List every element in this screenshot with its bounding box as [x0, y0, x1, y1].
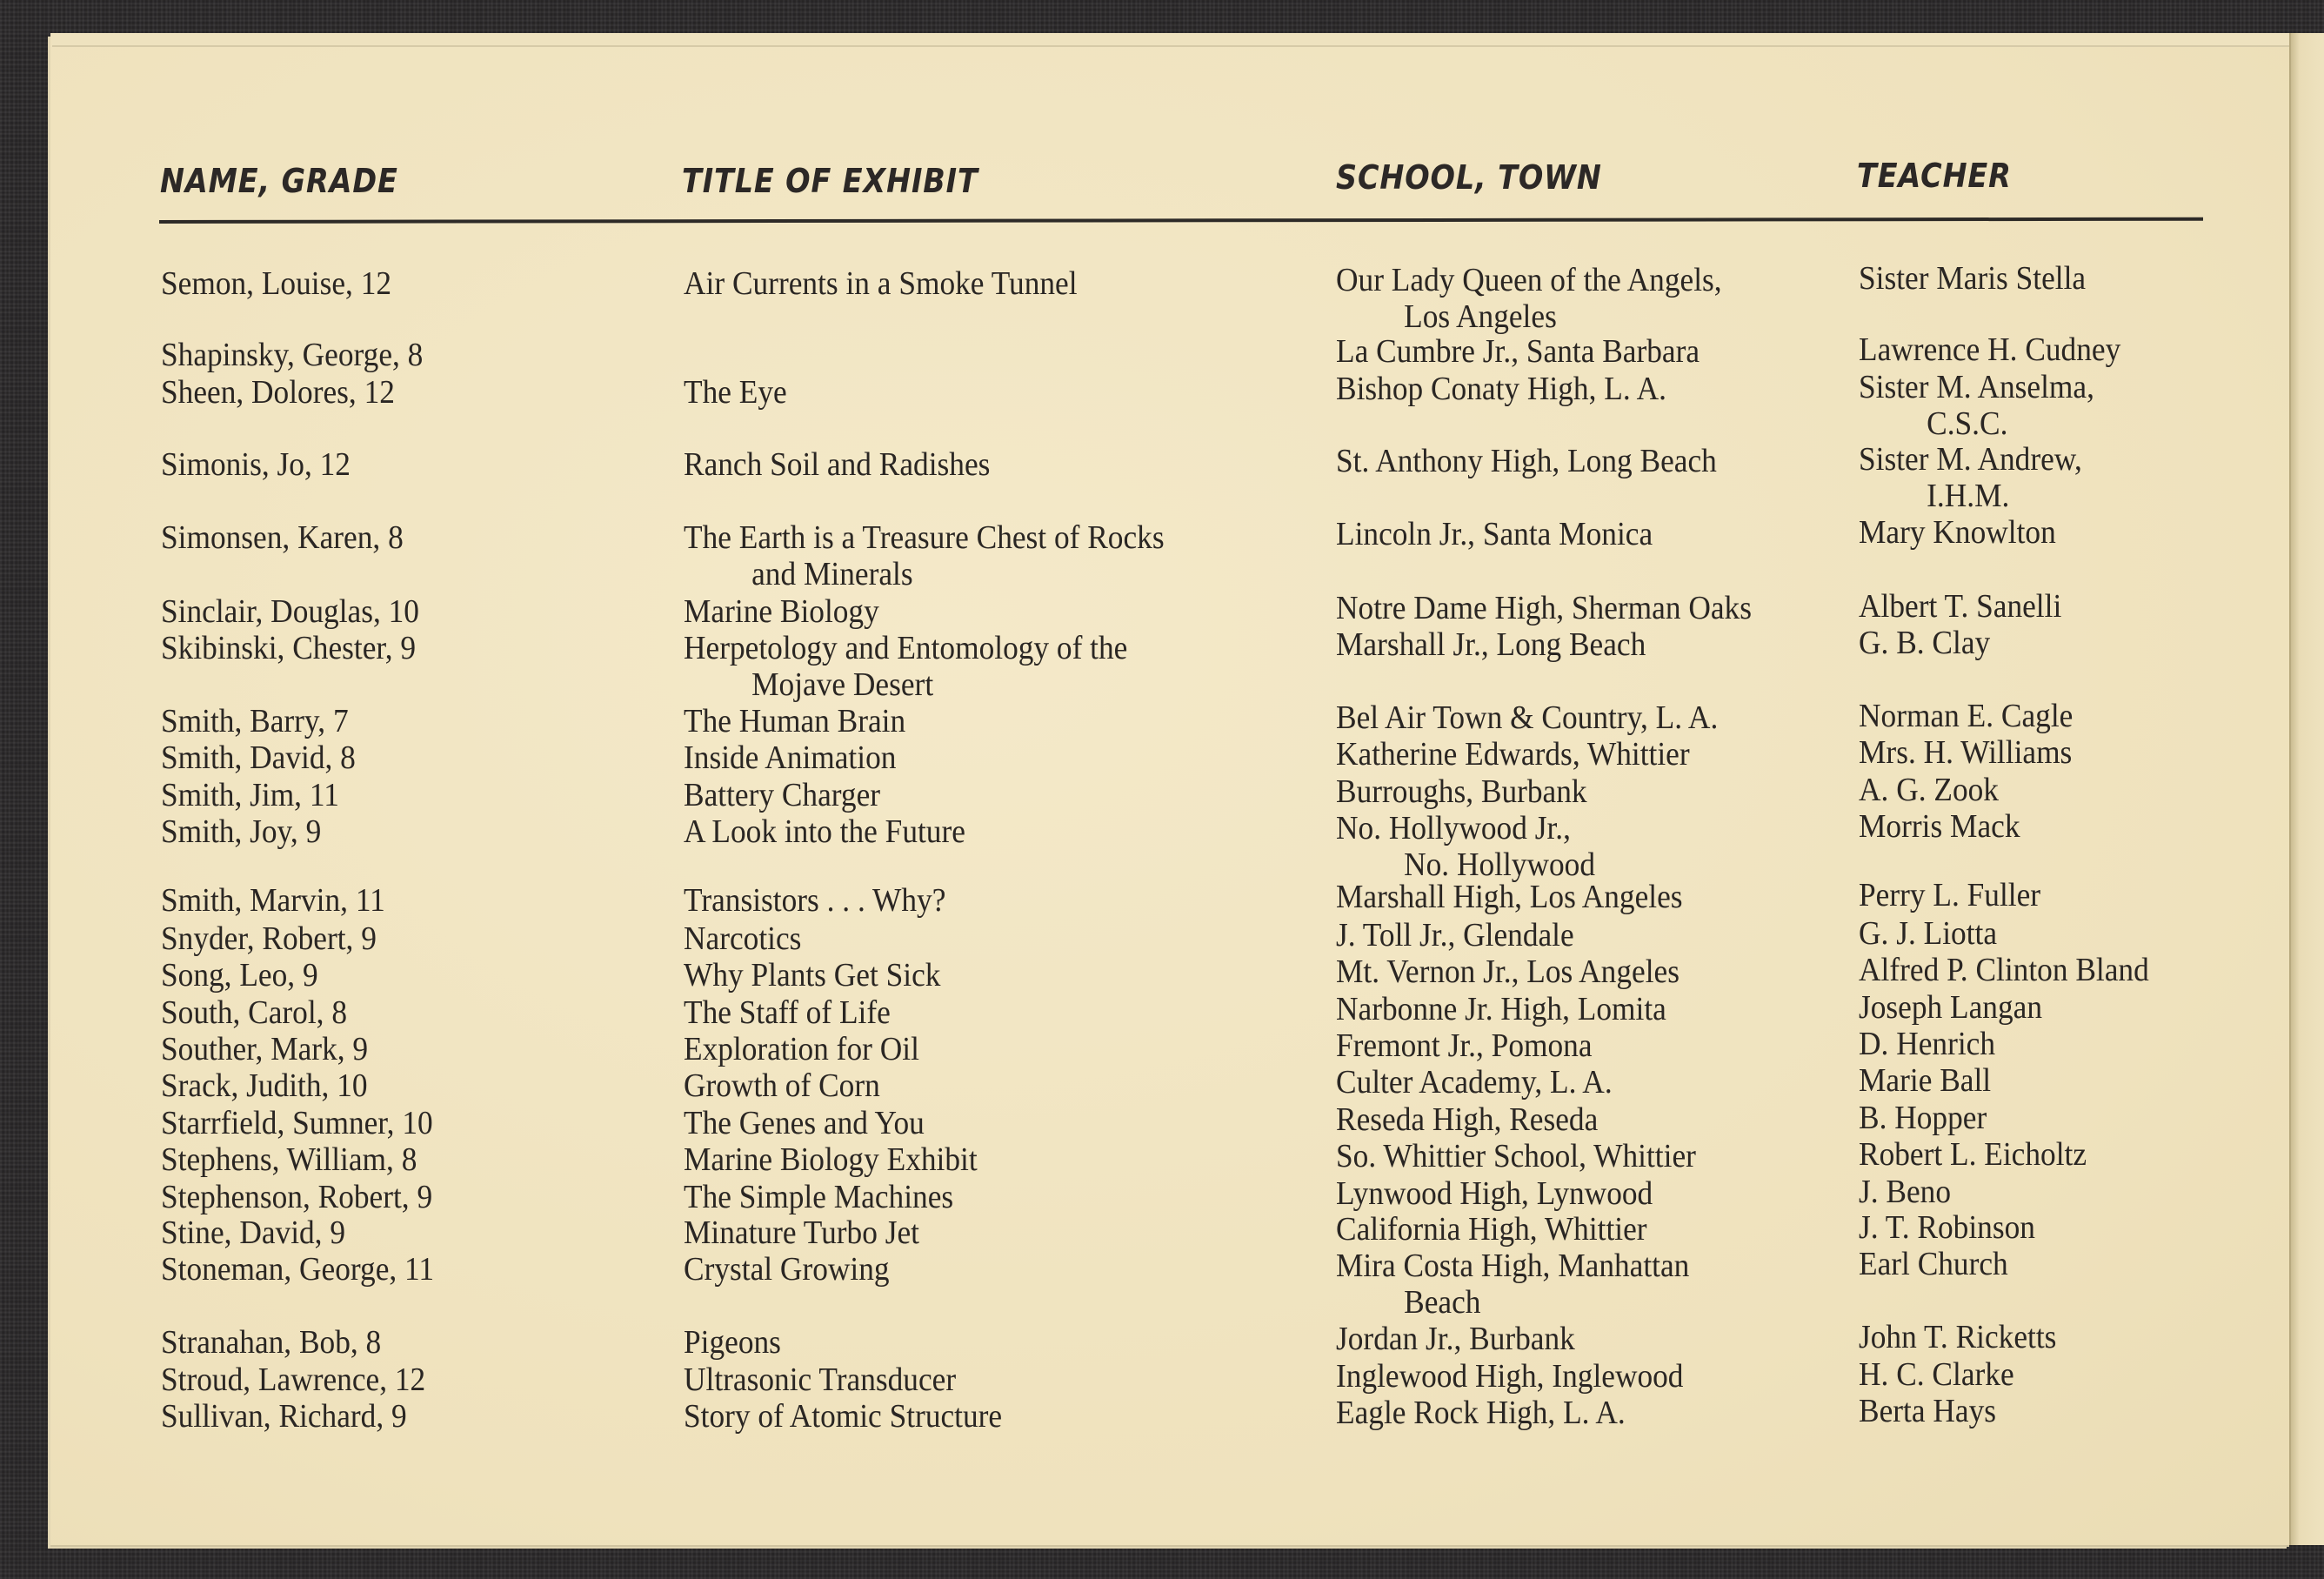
school-town-cell-text: J. Toll Jr., Glendale — [1336, 917, 1574, 953]
school-town-cell-text: Notre Dame High, Sherman Oaks — [1336, 590, 1752, 626]
school-town-cell — [1336, 626, 1646, 663]
exhibit-title-cell-text: Inside Animation — [684, 739, 897, 776]
teacher-cell — [1859, 772, 1999, 808]
exhibit-title-cell-text: Minature Turbo Jet — [684, 1214, 919, 1251]
school-town-cell-text: No. Hollywood Jr., — [1336, 810, 1571, 846]
exhibit-title-cell-text: Growth of Corn — [684, 1067, 880, 1104]
name-grade-cell — [161, 703, 349, 739]
adjacent-page-edge — [2289, 33, 2324, 1545]
teacher-cell-text: John T. Ricketts — [1859, 1319, 2057, 1355]
exhibit-title-cell-text: Marine Biology — [684, 593, 879, 630]
name-grade-cell-text: South, Carol, 8 — [161, 994, 348, 1031]
exhibit-title-cell-text: Battery Charger — [684, 777, 881, 813]
name-grade-cell-text: Smith, Joy, 9 — [161, 813, 322, 850]
teacher-cell — [1859, 441, 2082, 514]
name-grade-cell — [161, 265, 391, 302]
school-town-cell — [1336, 1027, 1593, 1064]
teacher-cell — [1859, 588, 2061, 625]
exhibit-title-cell — [684, 1067, 880, 1104]
exhibit-title-cell-text: Air Currents in a Smoke Tunnel — [684, 265, 1078, 302]
teacher-cell-text: Morris Mack — [1859, 808, 2020, 845]
exhibit-title-cell-text: Ranch Soil and Radishes — [684, 446, 991, 483]
name-grade-cell — [161, 630, 416, 666]
name-grade-cell-text: Stephenson, Robert, 9 — [161, 1179, 433, 1215]
exhibit-title-cell-text: The Earth is a Treasure Chest of Rocks — [684, 519, 1165, 556]
name-grade-cell — [161, 446, 351, 483]
name-grade-cell — [161, 1179, 432, 1215]
name-grade-cell — [161, 882, 385, 919]
school-town-cell-text: Our Lady Queen of the Angels, — [1336, 262, 1722, 298]
school-town-cell — [1336, 736, 1690, 773]
name-grade-cell-text: Sinclair, Douglas, 10 — [161, 593, 419, 630]
school-town-cell — [1336, 443, 1717, 479]
name-grade-cell-text: Stroud, Lawrence, 12 — [161, 1362, 426, 1398]
exhibit-title-cell-text: The Simple Machines — [684, 1179, 954, 1215]
teacher-cell-text: Sister Maris Stella — [1859, 260, 2087, 297]
teacher-cell — [1859, 1026, 1995, 1062]
name-grade-cell-text: Semon, Louise, 12 — [161, 265, 392, 302]
teacher-cell-text: Norman E. Cagle — [1859, 698, 2074, 734]
school-town-cell-text: Lynwood High, Lynwood — [1336, 1175, 1653, 1212]
school-town-cell-continuation: Beach — [1404, 1284, 1481, 1321]
school-town-cell — [1336, 1358, 1683, 1395]
teacher-cell-text: Mary Knowlton — [1859, 514, 2056, 551]
school-town-cell-text: Lincoln Jr., Santa Monica — [1336, 516, 1653, 552]
school-town-cell — [1336, 1064, 1613, 1101]
exhibit-title-cell — [684, 1031, 919, 1067]
school-town-cell — [1336, 1395, 1626, 1431]
teacher-cell — [1859, 1356, 2014, 1393]
exhibit-title-cell — [684, 1214, 919, 1251]
teacher-cell-text: G. B. Clay — [1859, 625, 1991, 661]
name-grade-cell-text: Stoneman, George, 11 — [161, 1251, 435, 1288]
school-town-cell — [1336, 333, 1700, 370]
school-town-cell-text: Fremont Jr., Pomona — [1336, 1027, 1593, 1064]
teacher-cell — [1859, 625, 1990, 661]
name-grade-cell — [161, 374, 395, 411]
exhibit-title-cell-text: Pigeons — [684, 1324, 781, 1361]
name-grade-cell — [161, 1067, 368, 1104]
exhibit-title-cell — [684, 882, 945, 919]
exhibit-title-cell-continuation: Mojave Desert — [751, 666, 934, 703]
exhibit-title-cell — [684, 1398, 1002, 1435]
name-grade-cell-text: Simonis, Jo, 12 — [161, 446, 351, 483]
exhibit-title-cell — [684, 374, 787, 411]
school-town-cell-text: Marshall High, Los Angeles — [1336, 879, 1683, 915]
school-town-cell — [1336, 1211, 1647, 1248]
exhibit-title-cell-text: Story of Atomic Structure — [684, 1398, 1003, 1435]
exhibit-title-cell-text: Marine Biology Exhibit — [684, 1141, 978, 1178]
school-town-cell — [1336, 1138, 1696, 1174]
teacher-cell-text: Earl Church — [1859, 1246, 2008, 1282]
name-grade-cell-text: Snyder, Robert, 9 — [161, 920, 377, 957]
name-grade-cell-text: Smith, Jim, 11 — [161, 777, 339, 813]
teacher-cell-text: Sister M. Andrew, — [1859, 441, 2082, 478]
name-grade-cell — [161, 1031, 368, 1067]
teacher-cell — [1859, 877, 2040, 913]
school-town-cell-text: La Cumbre Jr., Santa Barbara — [1336, 333, 1700, 370]
name-grade-cell-text: Srack, Judith, 10 — [161, 1067, 368, 1104]
exhibit-title-cell — [684, 777, 880, 813]
teacher-cell-text: A. G. Zook — [1859, 772, 1999, 808]
teacher-cell-text: Albert T. Sanelli — [1859, 588, 2062, 625]
teacher-cell-text: Marie Ball — [1859, 1062, 1992, 1099]
school-town-cell — [1336, 1321, 1575, 1357]
name-grade-cell — [161, 1362, 425, 1398]
teacher-cell-text: J. T. Robinson — [1859, 1209, 2035, 1246]
teacher-cell-text: J. Beno — [1859, 1174, 1952, 1210]
name-grade-cell-text: Stephens, William, 8 — [161, 1141, 417, 1178]
school-town-cell-text: So. Whittier School, Whittier — [1336, 1138, 1696, 1174]
teacher-cell-text: Joseph Langan — [1859, 989, 2043, 1026]
exhibit-title-cell — [684, 1141, 978, 1178]
teacher-cell-text: G. J. Liotta — [1859, 915, 1998, 952]
teacher-cell — [1859, 734, 2072, 771]
exhibit-title-cell — [684, 519, 1165, 592]
name-grade-cell-text: Stine, David, 9 — [161, 1214, 346, 1251]
school-town-cell-text: Mt. Vernon Jr., Los Angeles — [1336, 953, 1680, 990]
school-town-cell — [1336, 516, 1653, 552]
school-town-cell-text: Marshall Jr., Long Beach — [1336, 626, 1646, 663]
school-town-cell — [1336, 590, 1752, 626]
name-grade-cell — [161, 994, 347, 1031]
school-town-cell — [1336, 1101, 1598, 1138]
exhibit-title-cell-text: The Staff of Life — [684, 994, 891, 1031]
exhibit-title-cell-text: Why Plants Get Sick — [684, 957, 941, 994]
exhibit-title-cell — [684, 446, 990, 483]
exhibit-title-cell — [684, 1179, 953, 1215]
school-town-cell — [1336, 810, 1595, 883]
name-grade-cell-text: Souther, Mark, 9 — [161, 1031, 369, 1067]
exhibit-title-cell-continuation: and Minerals — [751, 556, 913, 592]
school-town-cell-text: Inglewood High, Inglewood — [1336, 1358, 1684, 1395]
teacher-cell — [1859, 1319, 2056, 1355]
name-grade-cell-text: Song, Leo, 9 — [161, 957, 318, 994]
name-grade-cell — [161, 1141, 417, 1178]
name-grade-cell — [161, 920, 377, 957]
school-town-cell-text: Reseda High, Reseda — [1336, 1101, 1599, 1138]
teacher-cell-text: Berta Hays — [1859, 1393, 1996, 1429]
school-town-cell-text: Jordan Jr., Burbank — [1336, 1321, 1575, 1357]
name-grade-cell — [161, 1214, 345, 1251]
name-grade-cell-text: Smith, David, 8 — [161, 739, 356, 776]
school-town-cell — [1336, 1248, 1689, 1321]
school-town-cell-text: Mira Costa High, Manhattan — [1336, 1248, 1690, 1284]
teacher-cell — [1859, 1100, 1987, 1136]
name-grade-cell — [161, 813, 321, 850]
exhibit-title-cell — [684, 703, 905, 739]
exhibit-title-cell — [684, 1105, 925, 1141]
exhibit-title-cell-text: Ultrasonic Transducer — [684, 1362, 957, 1398]
exhibit-title-cell-text: Transistors . . . Why? — [684, 882, 946, 919]
teacher-cell-continuation: C.S.C. — [1927, 405, 2008, 442]
school-town-cell-text: Narbonne Jr. High, Lomita — [1336, 991, 1666, 1027]
teacher-cell-continuation: I.H.M. — [1927, 478, 2010, 514]
exhibit-title-cell-text: Herpetology and Entomology of the — [684, 630, 1128, 666]
name-grade-cell-text: Sullivan, Richard, 9 — [161, 1398, 407, 1435]
teacher-cell-text: D. Henrich — [1859, 1026, 1996, 1062]
school-town-cell-text: St. Anthony High, Long Beach — [1336, 443, 1717, 479]
school-town-cell-text: Eagle Rock High, L. A. — [1336, 1395, 1626, 1431]
teacher-cell — [1859, 1246, 2008, 1282]
exhibit-title-cell — [684, 630, 1127, 703]
name-grade-cell — [161, 777, 339, 813]
teacher-cell-text: Lawrence H. Cudney — [1859, 331, 2121, 368]
name-grade-cell-text: Smith, Barry, 7 — [161, 703, 349, 739]
teacher-cell — [1859, 698, 2073, 734]
teacher-cell — [1859, 808, 2020, 845]
name-grade-cell — [161, 1398, 407, 1435]
exhibit-title-cell — [684, 1362, 956, 1398]
school-town-cell-continuation: No. Hollywood — [1404, 846, 1596, 883]
teacher-cell-text: H. C. Clarke — [1859, 1356, 2014, 1393]
name-grade-cell — [161, 337, 423, 373]
name-grade-cell-text: Smith, Marvin, 11 — [161, 882, 385, 919]
exhibit-title-cell-text: The Genes and You — [684, 1105, 925, 1141]
page-top-edge — [52, 33, 2289, 47]
name-grade-cell — [161, 957, 318, 994]
exhibit-title-cell-text: Narcotics — [684, 920, 802, 957]
name-grade-cell — [161, 1251, 434, 1288]
name-grade-cell-text: Starrfield, Sumner, 10 — [161, 1105, 433, 1141]
exhibit-title-cell-text: A Look into the Future — [684, 813, 965, 850]
teacher-cell — [1859, 1136, 2087, 1173]
teacher-cell — [1859, 514, 2056, 551]
teacher-cell — [1859, 1174, 1951, 1210]
school-town-cell-text: California High, Whittier — [1336, 1211, 1647, 1248]
exhibit-title-cell-text: Exploration for Oil — [684, 1031, 919, 1067]
name-grade-cell-text: Simonsen, Karen, 8 — [161, 519, 404, 556]
teacher-cell — [1859, 1209, 2035, 1246]
teacher-cell-text: Alfred P. Clinton Bland — [1859, 952, 2149, 988]
teacher-cell — [1859, 1062, 1991, 1099]
name-grade-cell — [161, 519, 404, 556]
school-town-cell — [1336, 1175, 1653, 1212]
exhibit-title-cell — [684, 994, 891, 1031]
teacher-cell — [1859, 369, 2094, 442]
school-town-cell-text: Burroughs, Burbank — [1336, 773, 1587, 810]
school-town-cell-text: Culter Academy, L. A. — [1336, 1064, 1613, 1101]
school-town-cell — [1336, 953, 1680, 990]
exhibit-title-cell-text: The Eye — [684, 374, 787, 411]
school-town-cell — [1336, 371, 1666, 407]
header-school-town: SCHOOL, TOWN — [1336, 158, 1602, 197]
exhibit-title-cell — [684, 1251, 890, 1288]
exhibit-title-cell — [684, 920, 801, 957]
name-grade-cell — [161, 593, 419, 630]
header-teacher: TEACHER — [1857, 157, 2012, 195]
exhibit-title-cell — [684, 593, 879, 630]
name-grade-cell — [161, 1324, 381, 1361]
exhibit-title-cell — [684, 957, 940, 994]
teacher-cell — [1859, 331, 2120, 368]
name-grade-cell-text: Shapinsky, George, 8 — [161, 337, 424, 373]
exhibit-title-cell — [684, 1324, 781, 1361]
exhibit-title-cell-text: The Human Brain — [684, 703, 906, 739]
school-town-cell-text: Bel Air Town & Country, L. A. — [1336, 699, 1719, 736]
school-town-cell — [1336, 991, 1666, 1027]
exhibit-title-cell — [684, 813, 965, 850]
name-grade-cell-text: Stranahan, Bob, 8 — [161, 1324, 382, 1361]
school-town-cell — [1336, 699, 1718, 736]
exhibit-title-cell-text: Crystal Growing — [684, 1251, 890, 1288]
school-town-cell-text: Bishop Conaty High, L. A. — [1336, 371, 1666, 407]
teacher-cell-text: Perry L. Fuller — [1859, 877, 2041, 913]
teacher-cell — [1859, 915, 1997, 952]
teacher-cell-text: B. Hopper — [1859, 1100, 1987, 1136]
exhibit-title-cell — [684, 265, 1078, 302]
school-town-cell-continuation: Los Angeles — [1404, 298, 1557, 335]
exhibit-title-cell — [684, 739, 896, 776]
teacher-cell — [1859, 260, 2086, 297]
name-grade-cell — [161, 1105, 433, 1141]
teacher-cell-text: Robert L. Eicholtz — [1859, 1136, 2087, 1173]
teacher-cell-text: Sister M. Anselma, — [1859, 369, 2094, 405]
name-grade-cell-text: Sheen, Dolores, 12 — [161, 374, 395, 411]
school-town-cell — [1336, 917, 1574, 953]
teacher-cell-text: Mrs. H. Williams — [1859, 734, 2073, 771]
name-grade-cell-text: Skibinski, Chester, 9 — [161, 630, 417, 666]
teacher-cell — [1859, 1393, 1996, 1429]
teacher-cell — [1859, 952, 2149, 988]
header-title-of-exhibit: TITLE OF EXHIBIT — [682, 162, 978, 200]
school-town-cell — [1336, 262, 1722, 335]
name-grade-cell — [161, 739, 356, 776]
school-town-cell — [1336, 879, 1683, 915]
teacher-cell — [1859, 989, 2042, 1026]
school-town-cell-text: Katherine Edwards, Whittier — [1336, 736, 1690, 773]
school-town-cell — [1336, 773, 1587, 810]
header-name-grade: NAME, GRADE — [160, 162, 398, 200]
